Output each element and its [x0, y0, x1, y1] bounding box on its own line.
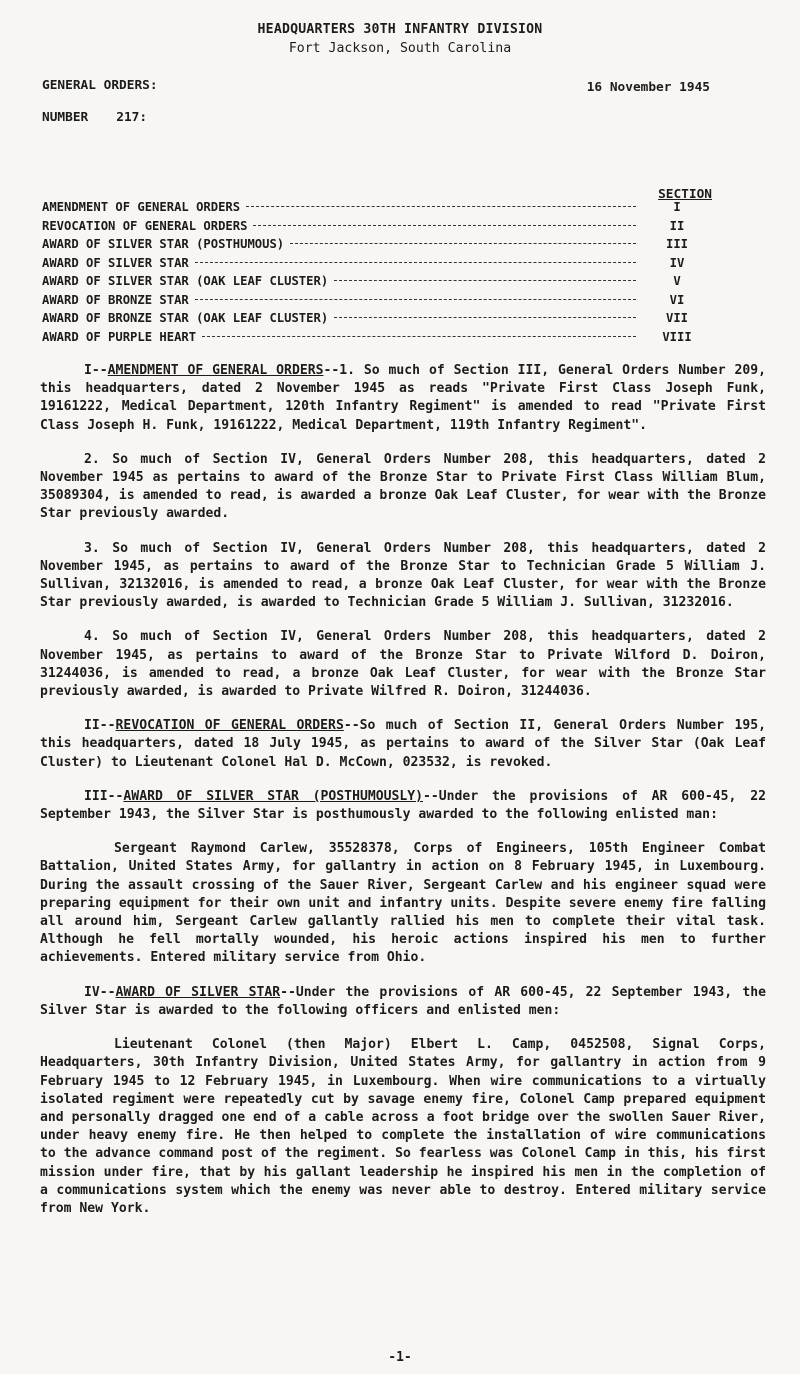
citation-camp: Lieutenant Colonel (then Major) Elbert L. Camp, 0452508, Signal Corps, Headquarters, 30th Infantry Division, United States Army, for gallantry in action from 9 February 1945 to 12 February 1945, in Luxembourg. When wire communications to a virtually isolated regiment were repeatedly cut by savage enemy fire, Colonel Camp prepared equipment and personally dragged one end of a cable across a foot bridge over the swollen Sauer River, under heavy enemy fire. He then helped to complete the installation of wire communications to the advance command post of the regiment. So fearless was Colonel Camp in this, his first mission under fire, that by his gallant leadership he inspired his men in the completion of a communications system which the enemy was never able to destroy. Entered military service from New York. — [40, 1037, 766, 1216]
paragraph-section-4: IV--AWARD OF SILVER STAR--Under the provisions of AR 600-45, 22 September 1943, the Silver Star is awarded to the following officers and enlisted men: — [40, 984, 766, 1018]
section-heading: AWARD OF SILVER STAR — [115, 984, 281, 1000]
toc-row: AWARD OF SILVER STAR IV — [42, 255, 685, 270]
toc-row: AWARD OF PURPLE HEART VIII — [42, 329, 692, 344]
section-column-heading: SECTION — [658, 187, 712, 202]
general-orders-label: GENERAL ORDERS: — [42, 78, 158, 93]
section-heading: AMENDMENT OF GENERAL ORDERS — [107, 363, 324, 378]
headquarters-title: HEADQUARTERS 30TH INFANTRY DIVISION — [257, 22, 543, 37]
number-label: NUMBER — [42, 110, 89, 125]
toc-row: AMENDMENT OF GENERAL ORDERS I — [42, 200, 681, 214]
citation-carlew: Sergeant Raymond Carlew, 35528378, Corps of Engineers, 105th Engineer Combat Battalion, United States Army, for gallantry in action on 8 February 1945, in Luxembourg. During the assault crossing of the Sauer River, Sergeant Carlew and his engineer squad were preparing equipment for their own unit and infantry units. Despite severe enemy fire falling all around him, Sergeant Carlew gallantly rallied his men to complete their vital task. Although he fell mortally wounded, his heroic actions inspired his men to further achievements. Entered military service from Ohio. — [40, 841, 766, 966]
paragraph-section-2: II--REVOCATION OF GENERAL ORDERS--So much of Section II, General Orders Number 195, this headquarters, dated 18 July 1945, as pertains to award of the Silver Star (Oak Leaf Cluster) to Lieutenant Colonel Hal D. McCown, 023532, is revoked. — [40, 718, 766, 770]
paragraph-1-2: 2. So much of Section IV, General Orders Number 208, this headquarters, dated 2 November 1945 as pertains to award of the Bronze Star to Private First Class William Blum, 35089304, is amended to read, is awarded a bronze Oak Leaf Cluster, for wear with the Bronze Star previously awarded. — [40, 451, 766, 522]
paragraph-1-4: 4. So much of Section IV, General Orders Number 208, this headquarters, dated 2 November 1945, as pertains to award of the Bronze Star to Private Wilford D. Doiron, 31244036, is amended to read, a bronze Oak Leaf Cluster, for wear with the Bronze Star previously awarded, is awarded to Private Wilfred R. Doiron, 31244036. — [40, 629, 766, 700]
location-line: Fort Jackson, South Carolina — [288, 41, 512, 56]
toc-row: REVOCATION OF GENERAL ORDERS II — [42, 218, 685, 233]
table-of-contents — [42, 200, 712, 348]
toc-row: AWARD OF SILVER STAR (POSTHUMOUS) III — [42, 237, 688, 251]
toc-row: AWARD OF BRONZE STAR VI — [42, 292, 685, 307]
page-number: -1- — [388, 1350, 412, 1365]
paragraph-1-3: 3. So much of Section IV, General Orders Number 208, this headquarters, dated 2 November 1945, as pertains to award of the Bronze Star to Technician Grade 5 William J. Sullivan, 32132016, is amended to read, a bronze Oak Leaf Cluster, for wear with the Bronze Star previously awarded, is awarded to Technician Grade 5 William J. Sullivan, 31232016. — [40, 540, 766, 611]
paragraph-section-3: III--AWARD OF SILVER STAR (POSTHUMOUSLY)--Under the provisions of AR 600-45, 22 September 1943, the Silver Star is posthumously awarded to the following enlisted man: — [40, 788, 766, 823]
order-body — [40, 362, 766, 1234]
number-value: 217: — [116, 110, 148, 125]
order-date: 16 November 1945 — [586, 80, 710, 95]
section-heading: REVOCATION OF GENERAL ORDERS — [115, 718, 344, 734]
order-number — [42, 110, 147, 125]
toc-row: AWARD OF BRONZE STAR (OAK LEAF CLUSTER) VII — [42, 311, 688, 325]
section-heading: AWARD OF SILVER STAR (POSTHUMOUSLY) — [123, 788, 424, 804]
letterhead — [0, 20, 800, 58]
paragraph-section-1: I--AMENDMENT OF GENERAL ORDERS--1. So much of Section III, General Orders Number 209, this headquarters, dated 2 November 1945 as reads "Private First Class Joseph Funk, 19161222, Medical Department, 120th Infantry Regiment" is amended to read "Private First Class Joseph H. Funk, 19161222, Medical Department, 119th Infantry Regiment". — [40, 363, 766, 433]
toc-row: AWARD OF SILVER STAR (OAK LEAF CLUSTER) V — [42, 274, 681, 288]
